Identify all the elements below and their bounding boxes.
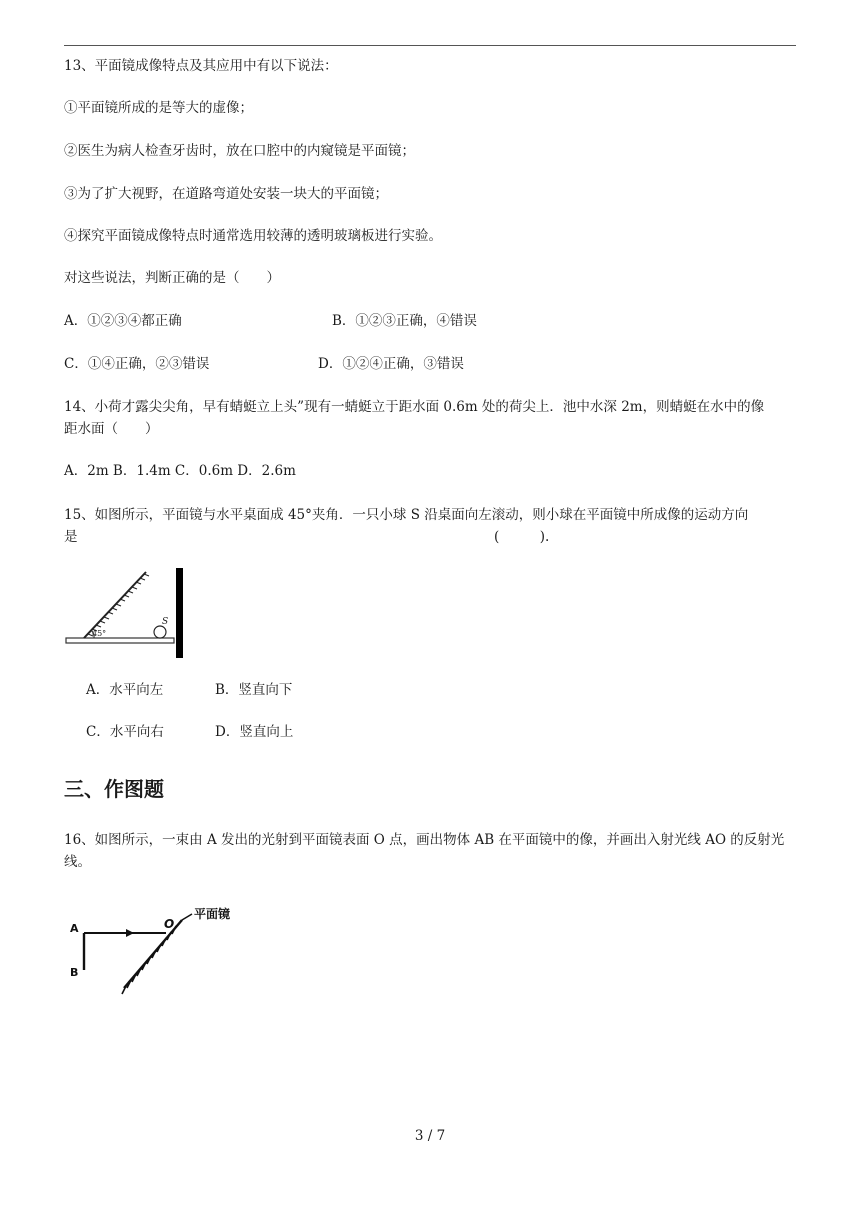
q15-option-c: C．水平向右 bbox=[86, 724, 164, 740]
label-a: A bbox=[70, 922, 79, 935]
q15-option-a: A．水平向左 bbox=[86, 682, 164, 698]
q14-options: A．2m B．1.4m C．0.6m D．2.6m bbox=[64, 463, 296, 479]
q13-option-a: A．①②③④都正确 bbox=[64, 313, 182, 329]
vertical-bar bbox=[176, 568, 183, 658]
q15-answer-blank: ( ). bbox=[494, 529, 550, 545]
q13-stem: 13、平面镜成像特点及其应用中有以下说法： bbox=[64, 58, 338, 74]
table-surface bbox=[66, 638, 174, 643]
ball-s bbox=[154, 626, 166, 638]
label-b: B bbox=[70, 966, 79, 979]
q16-stem-line2: 线。 bbox=[64, 854, 91, 870]
q15-stem-line1: 15、如图所示，平面镜与水平桌面成 45°夹角．一只小球 S 沿桌面向左滚动，则小球在平面镜中所成像的运动方向 bbox=[64, 507, 749, 523]
q13-option-d: D．①②④正确，③错误 bbox=[318, 356, 464, 372]
q16-reflection-figure bbox=[64, 900, 260, 1024]
q13-option-c: C．①④正确，②③错误 bbox=[64, 356, 210, 372]
q15-option-d: D．竖直向上 bbox=[215, 724, 294, 740]
q15-stem-line2: 是 bbox=[64, 529, 78, 545]
q13-statement-4: ④探究平面镜成像特点时通常选用较薄的透明玻璃板进行实验。 bbox=[64, 228, 442, 244]
q14-stem-line2: 距水面（ ） bbox=[64, 421, 159, 437]
page-number: 3 / 7 bbox=[414, 1128, 446, 1144]
q13-question: 对这些说法，判断正确的是（ ） bbox=[64, 270, 280, 286]
q15-option-b: B．竖直向下 bbox=[215, 682, 293, 698]
angle-label: 45° bbox=[92, 629, 107, 638]
q13-option-b: B．①②③正确，④错误 bbox=[332, 313, 477, 329]
q15-mirror-figure bbox=[64, 566, 186, 660]
q13-statement-3: ③为了扩大视野，在道路弯道处安装一块大的平面镜； bbox=[64, 186, 388, 202]
header-rule bbox=[64, 45, 796, 46]
section-heading: 三、作图题 bbox=[64, 777, 164, 801]
label-mirror: 平面镜 bbox=[194, 907, 231, 921]
label-o: O bbox=[164, 917, 175, 931]
ball-label: S bbox=[162, 617, 169, 627]
q13-statement-1: ①平面镜所成的是等大的虚像； bbox=[64, 100, 253, 116]
q16-stem-line1: 16、如图所示，一束由 A 发出的光射到平面镜表面 O 点，画出物体 AB 在平面镜中的像，并画出入射光线 AO 的反射光 bbox=[64, 832, 785, 848]
q14-stem-line1: 14、小荷才露尖尖角，早有蜻蜓立上头”现有一蜻蜓立于距水面 0.6m 处的荷尖上．池中水深 2m，则蜻蜓在水中的像 bbox=[64, 399, 765, 415]
q13-statement-2: ②医生为病人检查牙齿时，放在口腔中的内窥镜是平面镜； bbox=[64, 143, 415, 159]
